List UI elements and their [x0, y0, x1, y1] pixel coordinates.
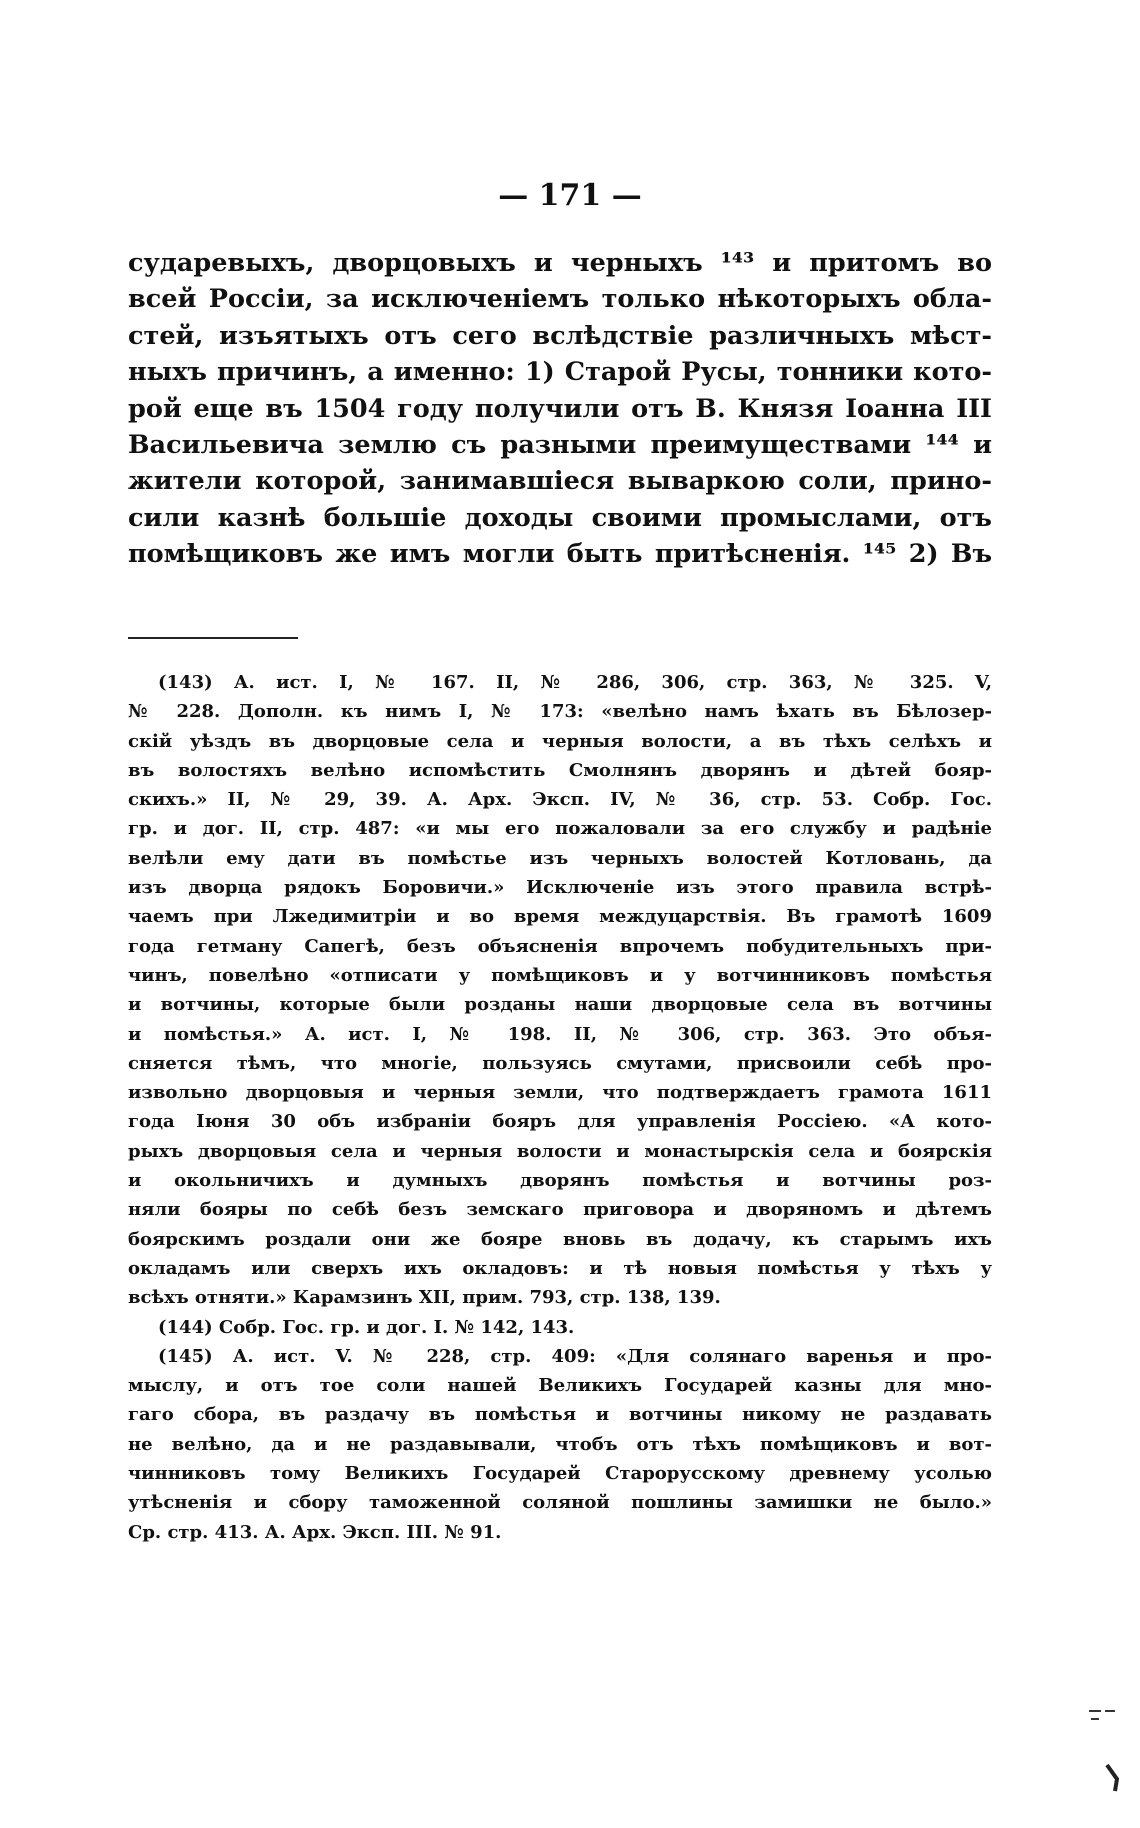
footnote-line: няли бояры по себѣ безъ земскаго приговора и дворяномъ и дѣтемъ — [128, 1199, 992, 1221]
footnote-line: изъ дворца рядокъ Боровичи.» Исключенiе изъ этого правила встрѣ- — [128, 877, 992, 899]
footnote-line: чинниковъ тому Великихъ Государей Старорусскому древнему усолью — [128, 1463, 992, 1485]
main-line: всей Россiи, за исключенiемъ только нѣкоторыхъ обла- — [128, 284, 992, 315]
footnote-line: гр. и дог. II, стр. 487: «и мы его пожаловали за его службу и радѣнiе — [128, 818, 992, 840]
footnote-line: сняется тѣмъ, что многiе, пользуясь смутами, присвоили себѣ про- — [128, 1052, 992, 1074]
footnote-line: № 228. Дополн. къ нимъ I, № 173: «велѣно намъ ѣхать въ Бѣлозер- — [128, 701, 992, 723]
footnote-line: не велѣно, да и не раздавывали, чтобъ отъ тѣхъ помѣщиковъ и вот- — [128, 1433, 992, 1455]
footnote-line: мыслу, и отъ тое соли нашей Великихъ Государей казны для мно- — [128, 1375, 992, 1397]
footnote-line: и окольничихъ и думныхъ дворянъ помѣстья и вотчины роз- — [128, 1170, 992, 1192]
page-number: — 171 — — [498, 178, 642, 213]
footnote-line: (144) Собр. Гос. гр. и дог. I. № 142, 143. — [158, 1316, 575, 1338]
footnote-line: велѣли ему дати въ помѣстье изъ черныхъ волостей Котловань, да — [128, 847, 992, 869]
main-line: рой еще въ 1504 году получили отъ В. Князя Iоанна III — [128, 393, 992, 424]
footnote-line: боярскимъ роздали они же бояре вновь въ додачу, къ старымъ ихъ — [128, 1228, 992, 1250]
footnote-line: чинъ, повелѣно «отписати у помѣщиковъ и у вотчинниковъ помѣстья — [128, 964, 992, 986]
footnote-line: въ волостяхъ велѣно испомѣстить Смолнянъ дворянъ и дѣтей бояр- — [128, 759, 992, 781]
footnote-line: (143) А. ист. I, № 167. II, № 286, 306, стр. 363, № 325. V, — [158, 672, 992, 693]
footnote-line: года гетману Сапегѣ, безъ объясненiя впрочемъ побудительныхъ при- — [128, 935, 992, 957]
main-line: Васильевича землю съ разными преимуществами ¹⁴⁴ и — [128, 430, 992, 461]
footnotes-block — [128, 668, 992, 1547]
footnote-line: всѣхъ отняти.» Карамзинъ XII, прим. 793, стр. 138, 139. — [128, 1287, 721, 1309]
footnote-line: извольно дворцовыя и черныя земли, что подтверждаетъ грамота 1611 — [128, 1082, 992, 1104]
footnote-line: скихъ.» II, № 29, 39. А. Арх. Эксп. IV, № 36, стр. 53. Собр. Гос. — [128, 789, 992, 811]
footnote-line: года Iюня 30 объ избранiи бояръ для управленiя Россiею. «А кото- — [128, 1111, 992, 1133]
footnote-line: чаемъ при Лжедимитрiи и во время междуцарствiя. Въ грамотѣ 1609 — [128, 906, 992, 928]
footnote-line: скiй уѣздъ въ дворцовые села и черныя волости, а въ тѣхъ селѣхъ и — [128, 730, 992, 752]
footnote-line: и помѣстья.» А. ист. I, № 198. II, № 306, стр. 363. Это объя- — [128, 1023, 992, 1045]
main-line: сударевыхъ, дворцовыхъ и черныхъ ¹⁴³ и притомъ во — [128, 248, 992, 278]
footnote-line: Ср. стр. 413. А. Арх. Эксп. III. № 91. — [128, 1521, 502, 1543]
main-line: помѣщиковъ же имъ могли быть притѣсненiя. ¹⁴⁵ 2) Въ — [128, 539, 992, 570]
footnote-line: утѣсненiя и сбору таможенной соляной пошлины замишки не было.» — [128, 1492, 992, 1514]
main-line: сили казнѣ большiе доходы своими промыслами, отъ — [128, 502, 992, 533]
footnote-line: рыхъ дворцовыя села и черныя волости и монастырскiя села и боярскiя — [128, 1140, 992, 1162]
main-line: стей, изъятыхъ отъ сего вслѣдствiе различныхъ мѣст- — [128, 320, 992, 351]
footnote-line: окладамъ или сверхъ ихъ окладовъ: и тѣ новыя помѣстья у тѣхъ у — [128, 1257, 992, 1279]
main-text-block — [128, 245, 992, 573]
main-line: жители которой, занимавшiеся вываркою соли, прино- — [128, 466, 992, 497]
footnote-line: гаго сбора, въ раздачу въ помѣстья и вотчины никому не раздавать — [128, 1404, 992, 1426]
footnote-line: и вотчины, которые были розданы наши дворцовые села въ вотчины — [128, 994, 992, 1016]
footnote-divider — [128, 637, 298, 639]
scan-artifact-marks — [1085, 1705, 1125, 1795]
main-line: ныхъ причинъ, а именно: 1) Старой Русы, тонники кото- — [128, 357, 992, 388]
footnote-line: (145) А. ист. V. № 228, стр. 409: «Для солянаго варенья и про- — [158, 1345, 992, 1367]
